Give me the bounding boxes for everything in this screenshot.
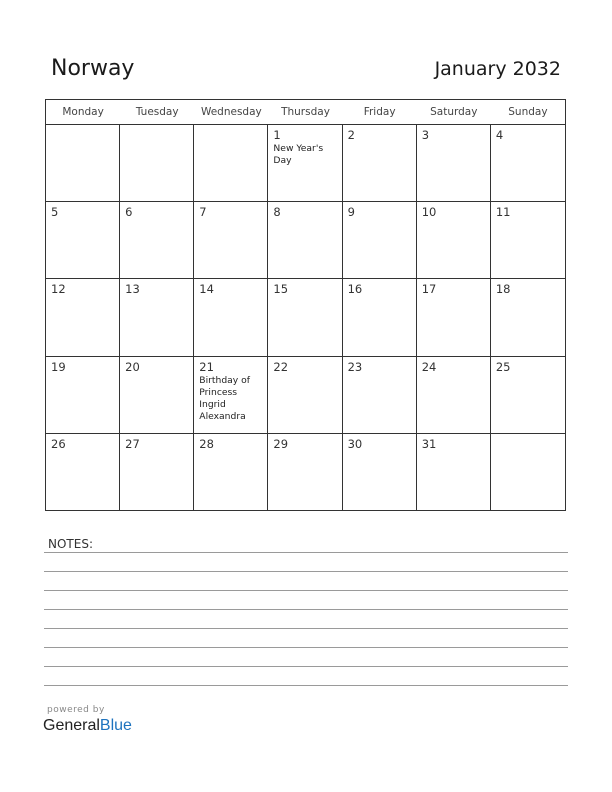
day-number: 6 (125, 205, 133, 220)
day-number: 2 (347, 128, 355, 142)
day-number: 11 (495, 205, 511, 220)
day-cell (491, 434, 565, 511)
day-cell (46, 434, 120, 511)
day-cell (417, 202, 491, 278)
day-cell (268, 202, 342, 278)
day-number: 3 (421, 128, 430, 142)
day-number: 13 (125, 282, 140, 297)
day-cell (268, 279, 342, 355)
day-cell (491, 125, 565, 201)
notes-label: NOTES: (48, 537, 93, 551)
day-cell (120, 202, 194, 278)
day-cell (46, 279, 120, 355)
day-number: 17 (421, 282, 437, 297)
day-cell (491, 357, 565, 433)
note-line (44, 609, 568, 610)
note-line (44, 647, 568, 648)
week-row (46, 125, 565, 202)
day-cell (491, 279, 565, 355)
holiday-label: New Year's Day (273, 143, 324, 166)
day-cell (343, 202, 417, 278)
day-cell (268, 357, 342, 433)
note-line (44, 571, 568, 572)
day-cell (46, 357, 120, 433)
day-number: 5 (51, 205, 59, 220)
day-cell (194, 125, 268, 201)
weeks-container (46, 125, 565, 511)
powered-by-label: powered by (47, 705, 105, 715)
week-row (46, 279, 565, 356)
day-cell (417, 125, 491, 201)
day-cell (194, 202, 268, 278)
note-line (44, 552, 568, 553)
day-number: 21 (199, 359, 214, 374)
day-number: 30 (347, 436, 363, 451)
brand-logo (43, 717, 132, 735)
day-number: 9 (347, 205, 355, 220)
weekday-monday: Monday (62, 106, 104, 118)
day-cell (417, 434, 491, 511)
note-line (44, 666, 568, 667)
weekday-thursday: Thursday (281, 106, 330, 118)
day-number: 27 (125, 436, 140, 451)
day-cell (268, 125, 342, 201)
weekday-friday: Friday (363, 106, 396, 118)
day-cell (120, 125, 194, 201)
day-cell (194, 357, 268, 433)
weekday-saturday: Saturday (430, 106, 478, 118)
day-cell (343, 125, 417, 201)
day-number: 31 (421, 436, 437, 451)
week-row (46, 434, 565, 511)
day-number: 23 (347, 359, 363, 374)
country-title: Norway (51, 56, 135, 81)
day-number: 20 (125, 359, 140, 374)
day-cell (120, 434, 194, 511)
day-cell (343, 279, 417, 355)
day-number: 14 (199, 282, 214, 297)
weekday-header-row (46, 100, 565, 125)
weekday-tuesday: Tuesday (135, 106, 179, 118)
day-cell (417, 279, 491, 355)
weekday-sunday: Sunday (508, 106, 548, 118)
day-cell (120, 357, 194, 433)
calendar-grid (45, 99, 566, 511)
day-number: 12 (51, 282, 66, 297)
brand-blue-text: Blue (99, 717, 132, 734)
day-number: 28 (199, 436, 214, 451)
day-cell (491, 202, 565, 278)
day-cell (46, 125, 120, 201)
note-line (44, 685, 568, 686)
note-line (44, 590, 568, 591)
day-number: 7 (199, 205, 207, 220)
day-number: 4 (495, 128, 504, 142)
day-cell (194, 434, 268, 511)
week-row (46, 202, 565, 279)
note-line (44, 628, 568, 629)
day-cell (417, 357, 491, 433)
day-number: 18 (495, 282, 511, 297)
month-year-title: January 2032 (434, 58, 561, 80)
day-number: 29 (273, 436, 289, 451)
day-number: 8 (273, 205, 281, 220)
day-cell (343, 434, 417, 511)
weekday-wednesday: Wednesday (200, 106, 262, 118)
brand-general-text: General (43, 717, 100, 734)
day-number: 19 (51, 359, 66, 374)
day-cell (343, 357, 417, 433)
day-number: 16 (347, 282, 363, 297)
holiday-label: Birthday of Princess Ingrid Alexandra (199, 374, 251, 422)
day-number: 10 (421, 205, 437, 220)
day-number: 22 (273, 359, 289, 374)
day-cell (120, 279, 194, 355)
day-number: 15 (273, 282, 289, 297)
day-number: 24 (421, 359, 437, 374)
day-cell (46, 202, 120, 278)
day-number: 1 (273, 128, 281, 142)
day-cell (194, 279, 268, 355)
day-number: 26 (51, 436, 66, 451)
week-row (46, 357, 565, 434)
day-cell (268, 434, 342, 511)
day-number: 25 (495, 359, 511, 374)
